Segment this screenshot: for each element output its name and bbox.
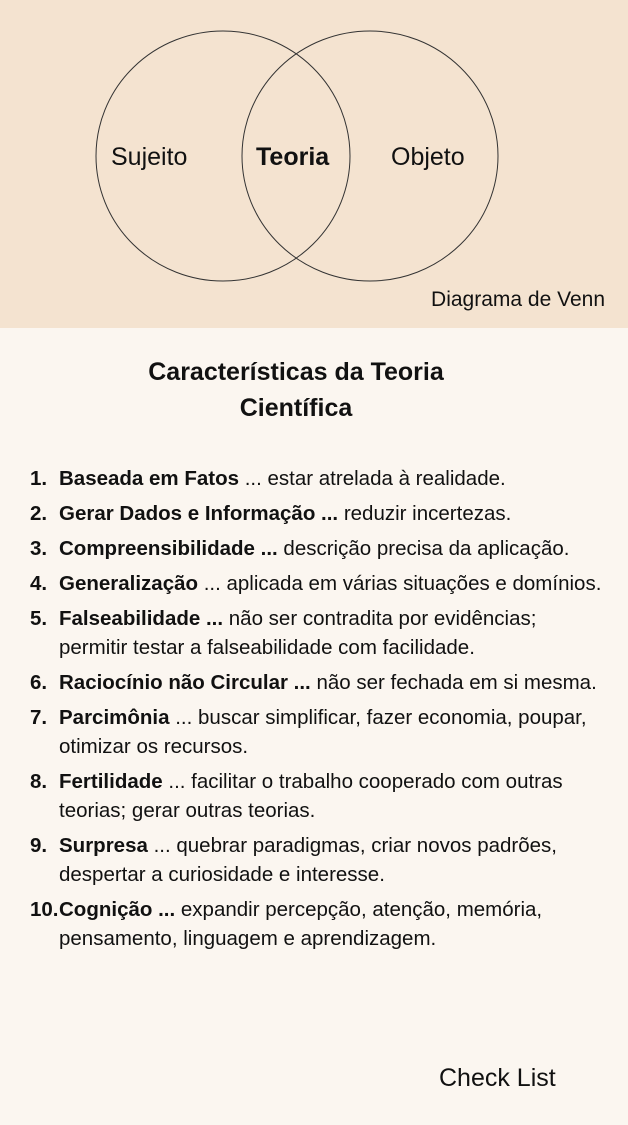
list-item bbox=[30, 499, 610, 528]
item-number: 3. bbox=[30, 537, 48, 560]
list-item bbox=[30, 895, 610, 953]
item-term: Baseada em Fatos bbox=[59, 467, 240, 490]
item-number: 1. bbox=[30, 467, 48, 490]
item-separator: ... bbox=[162, 770, 192, 793]
item-description: não ser contradita por evidências; permitir testar a falseabilidade com facilidade. bbox=[59, 607, 537, 659]
list-item bbox=[30, 604, 610, 662]
footer-label: Check List bbox=[439, 1064, 556, 1092]
item-description: aplicada em várias situações e domínios. bbox=[226, 572, 602, 595]
characteristics-list bbox=[30, 464, 610, 959]
section-title-line-2: Científica bbox=[239, 394, 353, 422]
list-item bbox=[30, 831, 610, 889]
item-term: Parcimônia bbox=[59, 706, 170, 729]
item-description: não ser fechada em si mesma. bbox=[316, 671, 597, 694]
item-separator: ... bbox=[198, 572, 227, 595]
item-description: buscar simplificar, fazer economia, poupar, otimizar os recursos. bbox=[59, 706, 587, 758]
list-item bbox=[30, 767, 610, 825]
list-item bbox=[30, 569, 610, 598]
item-number: 10. bbox=[30, 898, 59, 921]
list-item bbox=[30, 668, 610, 697]
item-number: 4. bbox=[30, 572, 48, 595]
list-item bbox=[30, 534, 610, 563]
item-term: Fertilidade bbox=[59, 770, 163, 793]
item-description: descrição precisa da aplicação. bbox=[283, 537, 570, 560]
section-title-line-1: Características da Teoria bbox=[148, 358, 444, 386]
item-number: 5. bbox=[30, 607, 48, 630]
item-term: Raciocínio não Circular ... bbox=[59, 671, 311, 694]
list-item bbox=[30, 464, 610, 493]
item-number: 9. bbox=[30, 834, 48, 857]
item-number: 8. bbox=[30, 770, 48, 793]
item-term: Surpresa bbox=[59, 834, 148, 857]
intersection-label: Teoria bbox=[256, 143, 330, 171]
item-term: Falseabilidade ... bbox=[59, 607, 224, 630]
item-term: Cognição ... bbox=[59, 898, 176, 921]
section-title bbox=[0, 354, 592, 426]
set-label-objeto: Objeto bbox=[391, 143, 465, 171]
item-term: Gerar Dados e Informação ... bbox=[59, 502, 339, 525]
item-number: 6. bbox=[30, 671, 48, 694]
item-separator: ... bbox=[169, 706, 199, 729]
item-description: expandir percepção, atenção, memória, pensamento, linguagem e aprendizagem. bbox=[59, 898, 543, 950]
item-separator: ... bbox=[147, 834, 177, 857]
item-number: 7. bbox=[30, 706, 48, 729]
item-number: 2. bbox=[30, 502, 48, 525]
item-description: estar atrelada à realidade. bbox=[267, 467, 506, 490]
item-description: reduzir incertezas. bbox=[343, 502, 512, 525]
item-term: Compreensibilidade ... bbox=[59, 537, 278, 560]
set-label-sujeito: Sujeito bbox=[111, 143, 188, 171]
venn-diagram-panel bbox=[0, 0, 628, 328]
diagram-caption: Diagrama de Venn bbox=[431, 288, 605, 311]
item-separator: ... bbox=[239, 467, 268, 490]
item-description: quebrar paradigmas, criar novos padrões, despertar a curiosidade e interesse. bbox=[59, 834, 557, 886]
item-term: Generalização bbox=[59, 572, 199, 595]
item-description: facilitar o trabalho cooperado com outras teorias; gerar outras teorias. bbox=[59, 770, 563, 822]
list-item bbox=[30, 703, 610, 761]
